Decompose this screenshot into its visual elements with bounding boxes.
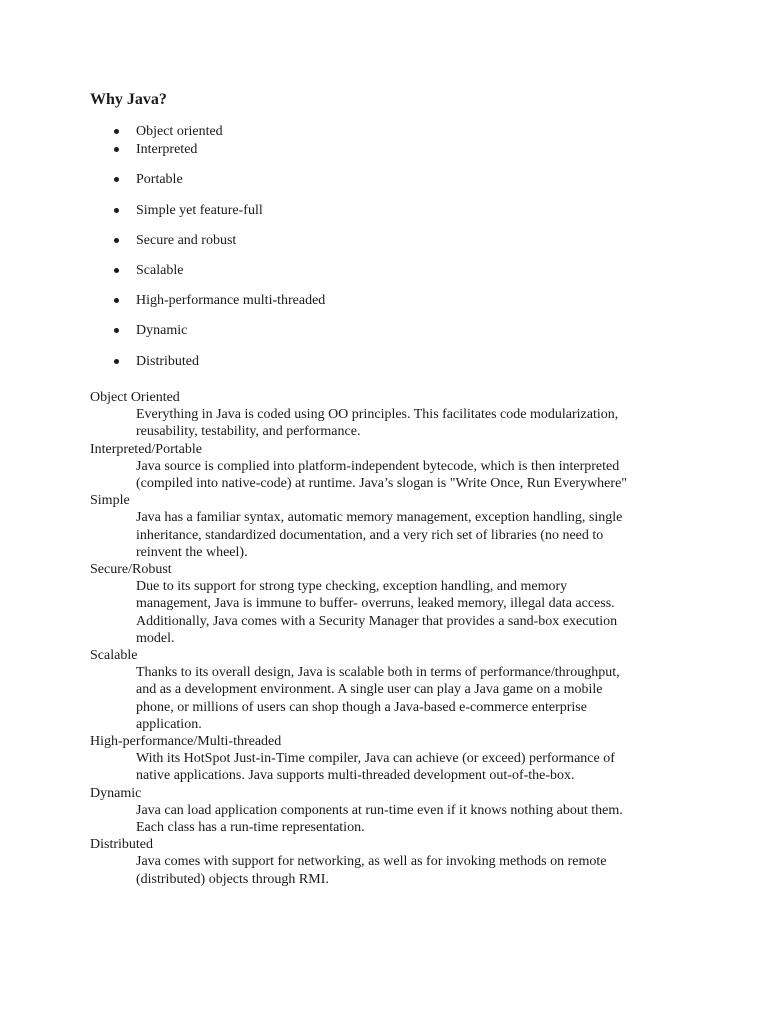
bullet-text: Simple yet feature-full xyxy=(136,203,263,218)
definition-description xyxy=(136,802,680,836)
description-line: With its HotSpot Just-in-Time compiler, Java can achieve (or exceed) performance of xyxy=(136,751,615,767)
bullet-dot-icon xyxy=(114,238,119,243)
description-line: phone, or millions of users can shop though a Java-based e-commerce enterprise xyxy=(136,699,587,715)
definition-description xyxy=(136,853,680,887)
bullet-dot-icon xyxy=(114,328,119,333)
bullet-dot-icon xyxy=(114,298,119,303)
description-line: Java comes with support for networking, as well as for invoking methods on remote xyxy=(136,854,607,870)
bullet-text: High-performance multi-threaded xyxy=(136,293,326,308)
bullet-text: Secure and robust xyxy=(136,233,237,248)
definition-description xyxy=(136,406,680,440)
bullet-dot-icon xyxy=(114,268,119,273)
definition-description xyxy=(136,664,680,733)
definition-term: Dynamic xyxy=(90,785,142,801)
description-line: inheritance, standardized documentation, and a very rich set of libraries (no need to xyxy=(136,527,604,543)
definition-term: Simple xyxy=(90,493,130,509)
definition-term: High-performance/Multi-threaded xyxy=(90,734,282,750)
definition-term: Distributed xyxy=(90,837,153,853)
definition-term: Scalable xyxy=(90,648,138,664)
bullet-text: Portable xyxy=(136,172,183,187)
definition-description xyxy=(136,509,680,561)
bullet-dot-icon xyxy=(114,177,119,182)
description-line: Due to its support for strong type checking, exception handling, and memory xyxy=(136,579,568,595)
description-line: Additionally, Java comes with a Security Manager that provides a sand-box execution xyxy=(136,613,618,629)
definition-term: Interpreted/Portable xyxy=(90,441,202,457)
bullet-text: Dynamic xyxy=(136,323,188,338)
description-line: Java has a familiar syntax, automatic memory management, exception handling, single xyxy=(136,510,623,526)
bullet-dot-icon xyxy=(114,147,119,152)
definition-description xyxy=(136,458,680,492)
bullet-dot-icon xyxy=(114,208,119,213)
page-title: Why Java? xyxy=(90,91,167,108)
bullet-text: Scalable xyxy=(136,263,184,278)
definition-description xyxy=(136,578,680,647)
bullet-text: Interpreted xyxy=(136,142,198,157)
definition-description xyxy=(136,750,680,784)
description-line: (compiled into native-code) at runtime. Java’s slogan is "Write Once, Run Everywhere" xyxy=(136,476,627,492)
description-line: Java source is complied into platform-independent bytecode, which is then interpreted xyxy=(136,458,620,474)
definition-term: Secure/Robust xyxy=(90,562,172,578)
bullet-dot-icon xyxy=(114,129,119,134)
description-line: Java can load application components at run-time even if it knows nothing about them. xyxy=(136,802,623,818)
description-line: reusability, testability, and performance. xyxy=(136,424,361,440)
bullet-text: Distributed xyxy=(136,354,199,369)
description-line: Each class has a run-time representation. xyxy=(136,820,365,836)
description-line: and as a development environment. A single user can play a Java game on a mobile xyxy=(136,682,603,698)
bullet-dot-icon xyxy=(114,359,119,364)
description-line: model. xyxy=(136,630,175,646)
description-line: Everything in Java is coded using OO principles. This facilitates code modularization, xyxy=(136,407,619,423)
description-line: reinvent the wheel). xyxy=(136,544,248,560)
description-line: Thanks to its overall design, Java is scalable both in terms of performance/throughput, xyxy=(136,665,620,681)
bullet-text: Object oriented xyxy=(136,124,223,139)
description-line: (distributed) objects through RMI. xyxy=(136,871,329,887)
description-line: management, Java is immune to buffer- overruns, leaked memory, illegal data access. xyxy=(136,596,615,612)
feature-definitions xyxy=(90,389,680,888)
description-line: application. xyxy=(136,716,202,732)
description-line: native applications. Java supports multi-threaded development out-of-the-box. xyxy=(136,768,575,784)
definition-term: Object Oriented xyxy=(90,390,180,405)
